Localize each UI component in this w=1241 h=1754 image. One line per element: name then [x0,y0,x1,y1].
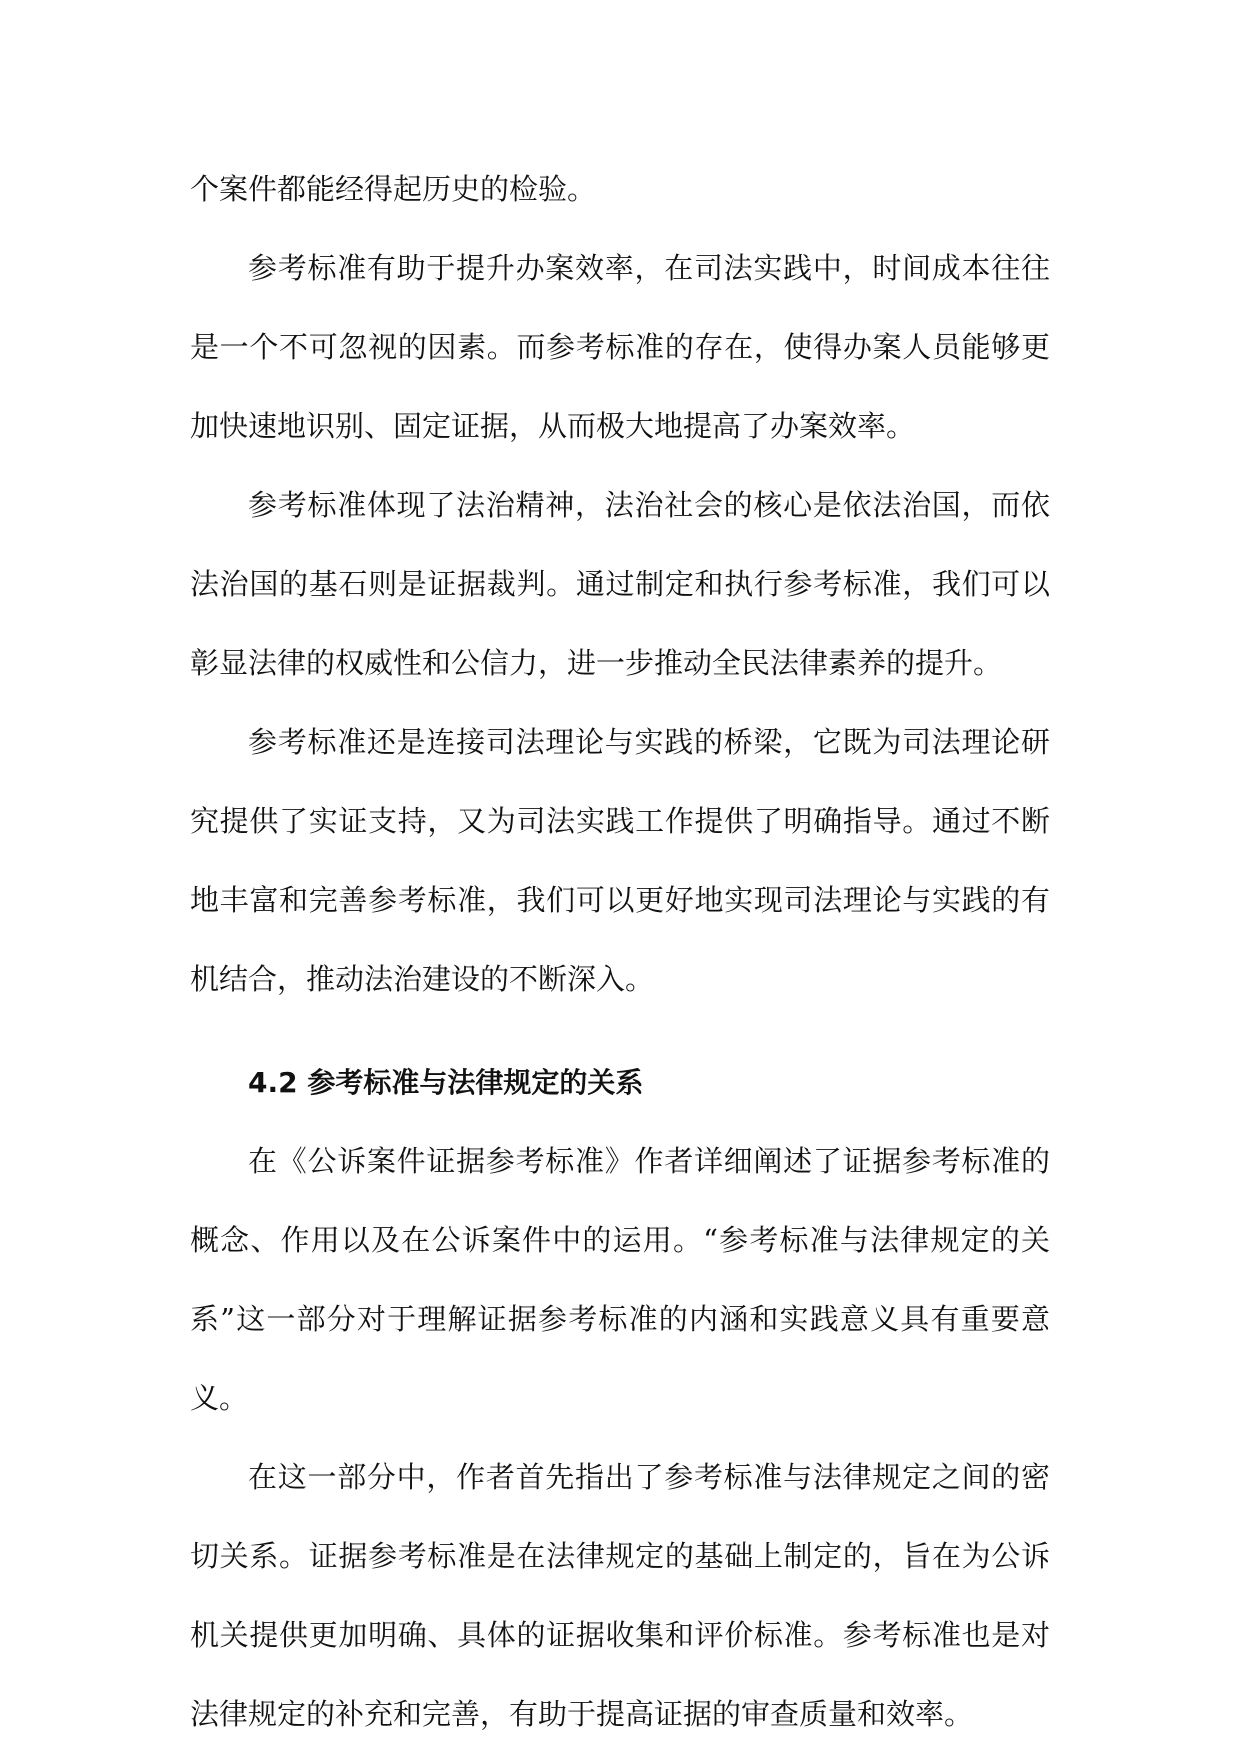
section-heading: 4.2 参考标准与法律规定的关系 [248,1066,644,1099]
paragraph-rule-of-law: 参考标准体现了法治精神，法治社会的核心是依法治国，而依法治国的基石则是证据裁判。通过制定和执行参考标准，我们可以彰显法律的权威性和公信力，进一步推动全民法律素养的提升。 [190,488,1050,680]
paragraph-overview: 在《公诉案件证据参考标准》作者详细阐述了证据参考标准的概念、作用以及在公诉案件中的运用。“参考标准与法律规定的关系”这一部分对于理解证据参考标准的内涵和实践意义具有重要意义。 [190,1144,1050,1415]
paragraph-relationship: 在这一部分中，作者首先指出了参考标准与法律规定之间的密切关系。证据参考标准是在法律规定的基础上制定的，旨在为公诉机关提供更加明确、具体的证据收集和评价标准。参考标准也是对法律规定的补充和完善，有助于提高证据的审查质量和效率。 [190,1460,1050,1731]
document-page [190,150,1050,1754]
paragraph-continuation: 个案件都能经得起历史的检验。 [190,172,597,206]
paragraph-efficiency: 参考标准有助于提升办案效率，在司法实践中，时间成本往往是一个不可忽视的因素。而参考标准的存在，使得办案人员能够更加快速地识别、固定证据，从而极大地提高了办案效率。 [190,251,1050,443]
paragraph-bridge: 参考标准还是连接司法理论与实践的桥梁，它既为司法理论研究提供了实证支持，又为司法实践工作提供了明确指导。通过不断地丰富和完善参考标准，我们可以更好地实现司法理论与实践的有机结合，推动法治建设的不断深入。 [190,725,1050,996]
